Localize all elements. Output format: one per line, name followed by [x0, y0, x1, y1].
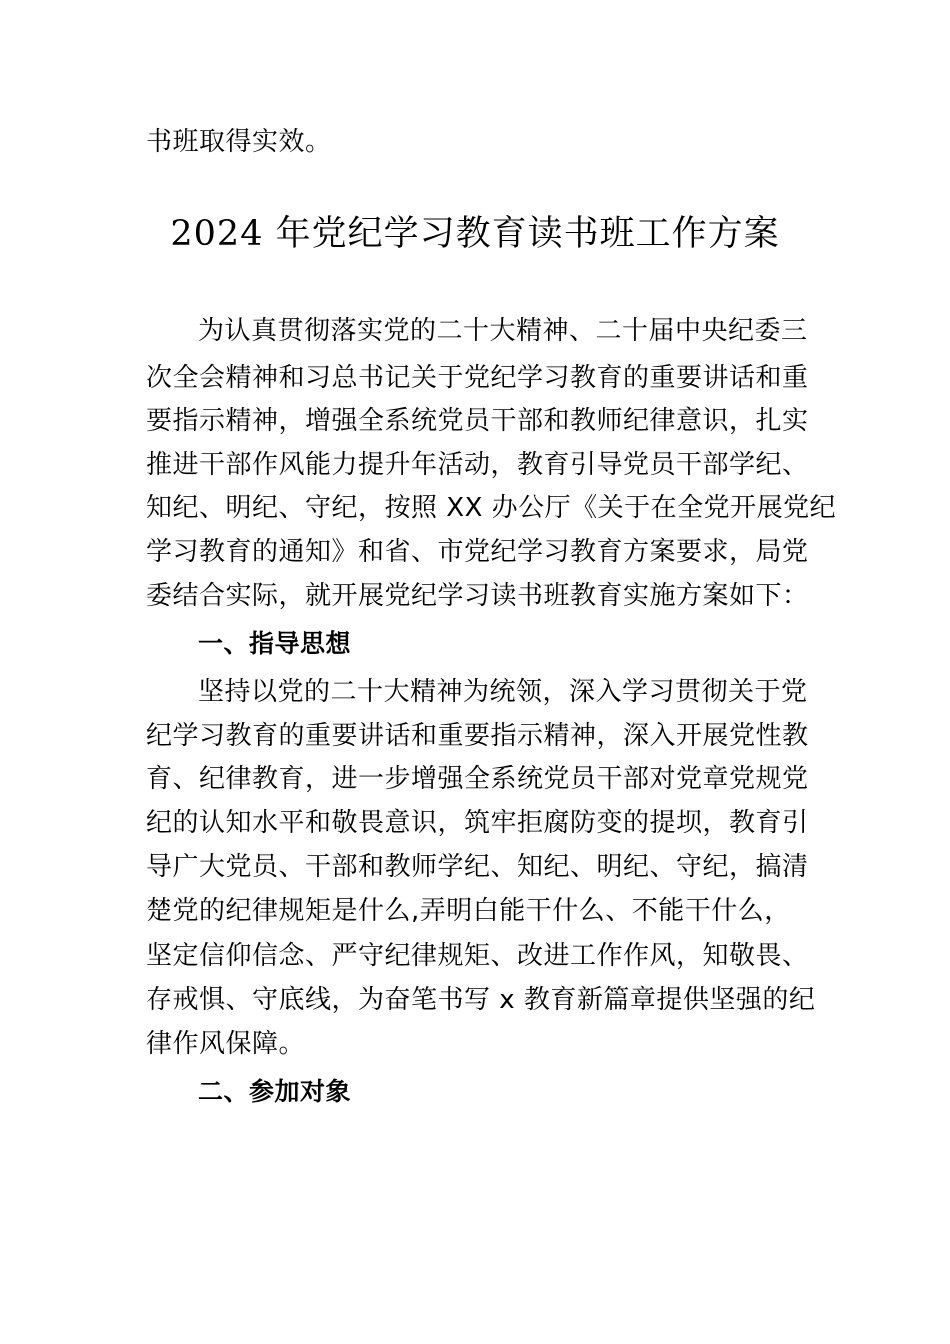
section1-line: 楚党的纪律规矩是什么,弄明白能干什么、不能干什么，: [146, 896, 791, 926]
intro-line: 推进干部作风能力提升年活动，教育引导党员干部学纪、: [146, 450, 809, 480]
intro-line: 学习教育的通知》和省、市党纪学习教育方案要求，局党: [146, 537, 809, 567]
intro-line: 委结合实际，就开展党纪学习读书班教育实施方案如下：: [146, 581, 809, 611]
section1-line: 纪学习教育的重要讲话和重要指示精神，深入开展党性教: [146, 721, 809, 751]
section1-line: 坚定信仰信念、严守纪律规矩、改进工作作风，知敬畏、: [146, 941, 809, 971]
section1-line: 育、纪律教育，进一步增强全系统党员干部对党章党规党: [146, 764, 809, 794]
section1-line: 纪的认知水平和敬畏意识，筑牢拒腐防变的提坝，教育引: [146, 808, 809, 838]
section-heading-participants: 二、参加对象: [198, 1077, 352, 1106]
section1-line: 导广大党员、干部和教师学纪、知纪、明纪、守纪，搞清: [146, 852, 809, 882]
intro-line: 知纪、明纪、守纪，按照 XX 办公厅《关于在全党开展党纪: [146, 493, 837, 523]
document-title: 2024 年党纪学习教育读书班工作方案: [170, 214, 780, 254]
section-heading-guiding-ideology: 一、指导思想: [198, 629, 352, 658]
section1-line: 存戒惧、守底线，为奋笔书写 x 教育新篇章提供坚强的纪: [146, 985, 816, 1015]
intro-line: 要指示精神，增强全系统党员干部和教师纪律意识，扎实: [146, 406, 809, 436]
section1-line: 律作风保障。: [146, 1029, 306, 1059]
carryover-text: 书班取得实效。: [146, 127, 332, 157]
intro-line: 为认真贯彻落实党的二十大精神、二十届中央纪委三: [198, 316, 808, 346]
section1-line: 坚持以党的二十大精神为统领，深入学习贯彻关于党: [198, 677, 808, 707]
intro-line: 次全会精神和习总书记关于党纪学习教育的重要讲话和重: [146, 363, 809, 393]
